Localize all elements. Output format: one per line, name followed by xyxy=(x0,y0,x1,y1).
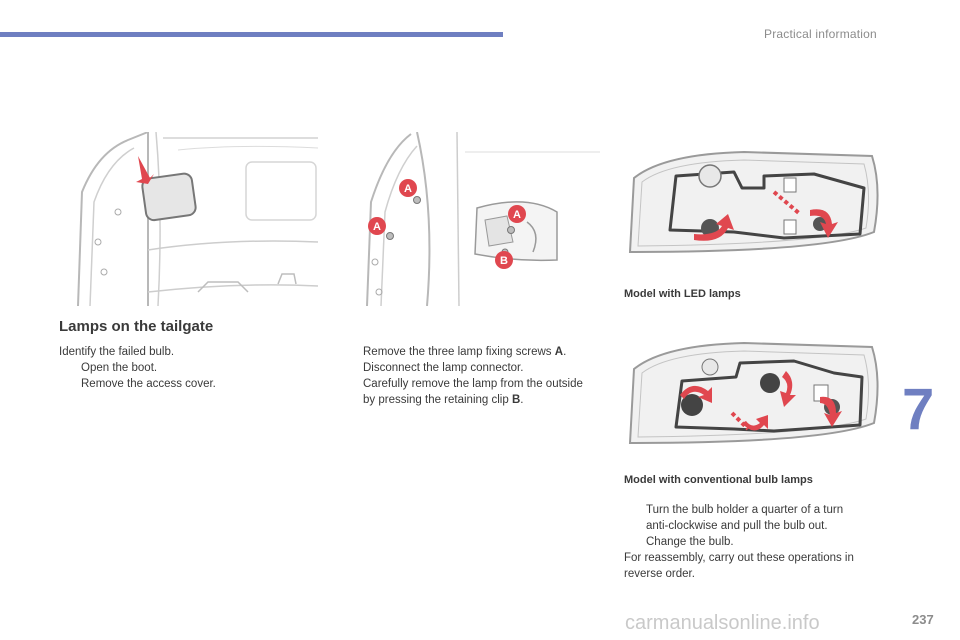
clip-marker-b xyxy=(495,251,513,269)
led-lamp-unit-illustration xyxy=(624,148,882,260)
column-2-text xyxy=(341,344,583,408)
intro-text: Identify the failed bulb. xyxy=(59,346,175,358)
step-item: Open the boot. xyxy=(81,362,158,374)
step-item: Remove the three lamp fixing screws A. xyxy=(363,346,567,358)
header-accent-bar xyxy=(0,32,503,37)
tailgate-access-cover-illustration xyxy=(68,132,318,306)
step-item-continuation: by pressing the retaining clip B. xyxy=(363,394,524,406)
column-3-text xyxy=(624,502,854,582)
step-item: Disconnect the lamp connector. xyxy=(363,362,524,374)
step-item: Change the bulb. xyxy=(646,536,734,548)
marker-label: B xyxy=(500,255,508,267)
step-item: Turn the bulb holder a quarter of a turn xyxy=(646,504,844,516)
lamp-fixing-screws-illustration xyxy=(357,132,600,306)
screw-marker-a-3 xyxy=(508,205,526,223)
led-lamp-caption: Model with LED lamps xyxy=(624,288,741,300)
marker-label: A xyxy=(513,209,521,221)
screw-marker-a-2 xyxy=(368,217,386,235)
outro-text-continuation: reverse order. xyxy=(624,568,695,580)
watermark: carmanualsonline.info xyxy=(625,612,820,634)
page-number: 237 xyxy=(912,612,934,627)
conventional-bulb-lamp-unit-illustration xyxy=(624,337,882,449)
section-title: Lamps on the tailgate xyxy=(59,318,214,335)
step-item: Carefully remove the lamp from the outside xyxy=(363,378,583,390)
header-title: Practical information xyxy=(764,27,877,41)
outro-text: For reassembly, carry out these operations in xyxy=(624,552,854,564)
step-item-continuation: anti-clockwise and pull the bulb out. xyxy=(646,520,828,532)
chapter-number: 7 xyxy=(902,377,935,442)
marker-label: A xyxy=(404,183,412,195)
conventional-bulb-caption: Model with conventional bulb lamps xyxy=(624,474,813,486)
screw-marker-a-1 xyxy=(399,179,417,197)
column-1-text xyxy=(59,344,216,392)
step-item: Remove the access cover. xyxy=(81,378,216,390)
marker-label: A xyxy=(373,221,381,233)
